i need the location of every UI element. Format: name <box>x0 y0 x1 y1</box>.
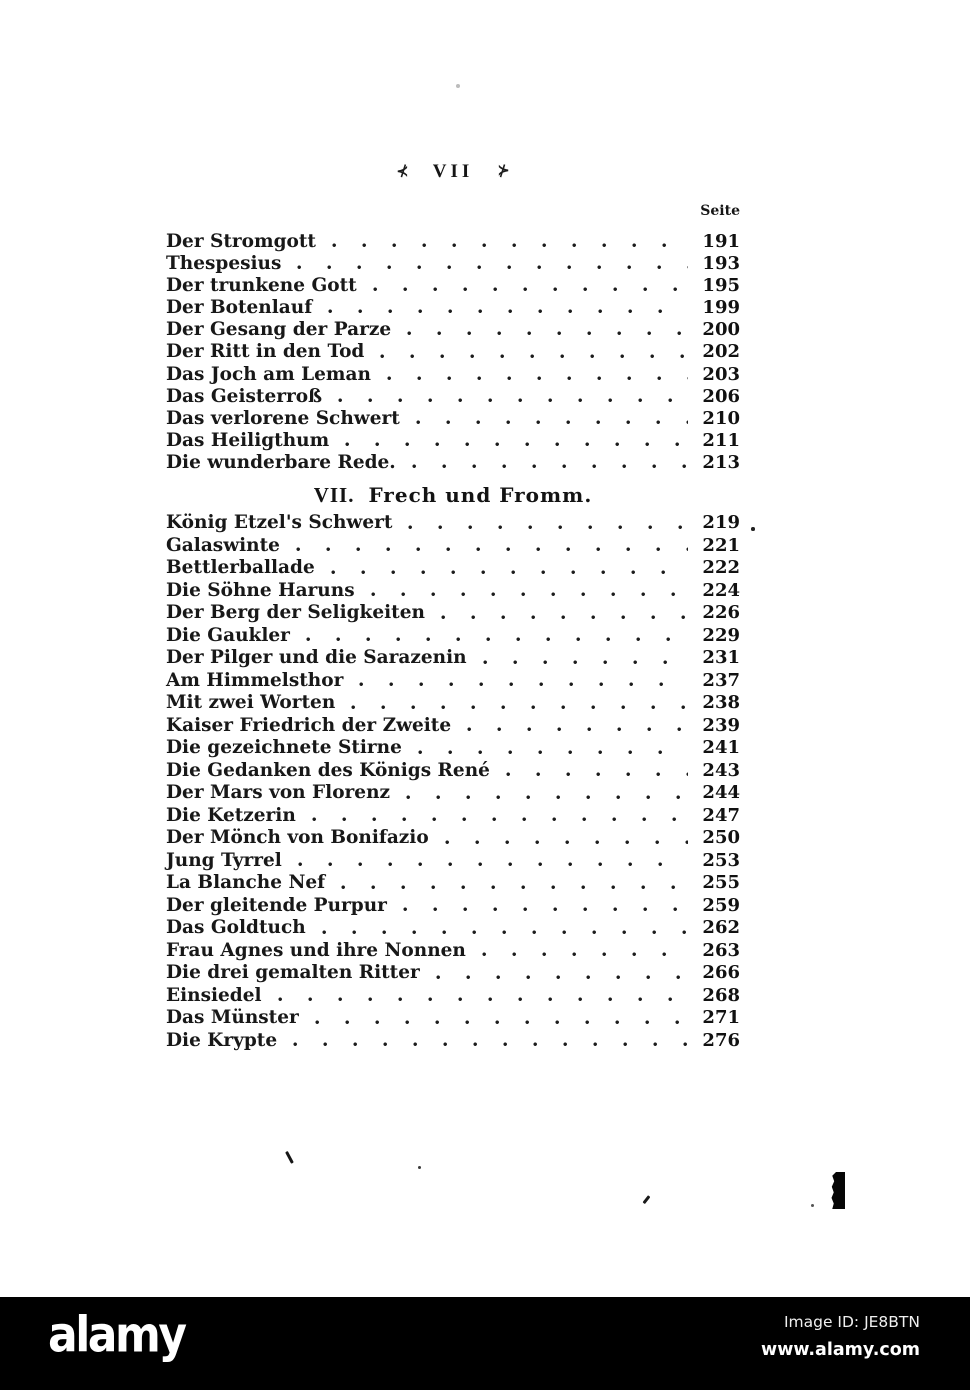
section-title: Frech und Fromm. <box>368 483 593 507</box>
toc-entry-title: Die Söhne Haruns <box>166 579 355 601</box>
dot-leader <box>380 353 688 360</box>
toc-entry-page: 191 <box>702 231 740 252</box>
toc-entry-page: 224 <box>702 579 740 601</box>
toc-entry <box>166 962 740 985</box>
toc-entry-page: 229 <box>702 624 740 646</box>
toc-entry-page: 239 <box>702 714 740 736</box>
alamy-watermark-bar <box>0 1297 970 1390</box>
image-id-label: Image ID: JE8BTN <box>783 1313 920 1331</box>
toc-entry-page: 237 <box>702 669 740 691</box>
toc-entry <box>166 985 740 1008</box>
toc-entry-title: La Blanche Nef <box>166 872 326 893</box>
dot-leader <box>407 330 688 337</box>
toc-entry-title: Die Krypte <box>166 1029 278 1051</box>
section-numeral: VII. <box>313 483 355 507</box>
toc-entry <box>166 231 740 253</box>
scan-speck <box>456 84 460 88</box>
scan-slash-mark <box>285 1151 293 1164</box>
dot-leader <box>312 816 688 823</box>
toc-entry-title: Mit zwei Worten <box>166 692 336 713</box>
toc-entry-page: 231 <box>702 647 740 668</box>
dot-leader <box>328 308 688 315</box>
dot-leader <box>278 996 688 1003</box>
dot-leader <box>338 397 688 404</box>
toc-entry-page: 226 <box>702 602 740 623</box>
toc-entry-page: 255 <box>702 872 740 893</box>
toc-entry <box>166 647 740 670</box>
toc-entry <box>166 253 740 275</box>
toc-entry-title: Der Ritt in den Tod <box>166 341 365 363</box>
toc-entry <box>166 917 740 940</box>
dot-leader <box>371 591 688 598</box>
toc-entry <box>166 275 740 297</box>
toc-entry-title: Der gleitende Purpur <box>166 894 387 916</box>
toc-entry <box>166 364 740 386</box>
dot-leader <box>416 419 688 426</box>
toc-entry-page: 276 <box>702 1029 740 1051</box>
dot-leader <box>418 749 688 756</box>
toc-entry <box>166 341 740 363</box>
toc-section-2 <box>166 512 740 1052</box>
dot-leader <box>506 771 688 778</box>
toc-entry-page: 247 <box>702 804 740 826</box>
toc-entry <box>166 692 740 715</box>
toc-entry-title: König Etzel's Schwert <box>166 512 393 533</box>
toc-entry <box>166 580 740 603</box>
toc-entry-page: 253 <box>702 849 740 871</box>
dot-leader <box>436 974 688 981</box>
toc-entry-page: 250 <box>702 827 740 848</box>
scan-speck <box>751 527 755 531</box>
page-number-roman: VII <box>432 161 474 182</box>
toc-entry-page: 211 <box>702 429 740 451</box>
running-head <box>166 161 740 183</box>
dot-leader <box>351 704 688 711</box>
toc-entry-page: 202 <box>702 341 740 363</box>
toc-entry-title: Der Stromgott <box>166 231 316 252</box>
toc-entry <box>166 1030 740 1053</box>
toc-entry-page: 206 <box>702 385 740 407</box>
toc-entry-title: Die Ketzerin <box>166 804 296 826</box>
toc-entry-title: Der Mars von Florenz <box>166 782 391 803</box>
scan-speck <box>418 1166 421 1169</box>
toc-entry-title: Die drei gemalten Ritter <box>166 962 420 983</box>
dot-leader <box>293 1041 688 1048</box>
dot-leader <box>315 1019 688 1026</box>
toc-entry <box>166 782 740 805</box>
toc-entry <box>166 386 740 408</box>
dot-leader <box>298 861 688 868</box>
scan-tick-mark <box>642 1195 650 1204</box>
toc-entry <box>166 319 740 341</box>
dot-leader <box>445 839 688 846</box>
toc-entry-title: Die gezeichnete Stirne <box>166 737 402 758</box>
toc-entry-page: 213 <box>702 451 740 473</box>
toc-entry-title: Der Gesang der Parze <box>166 319 392 341</box>
ink-blot-mark <box>830 1172 845 1209</box>
toc-entry <box>166 602 740 625</box>
toc-entry-page: 244 <box>702 782 740 803</box>
toc-entry-title: Der trunkene Gott <box>166 275 357 297</box>
toc-entry-page: 263 <box>702 939 740 961</box>
toc-entry <box>166 452 740 474</box>
toc-entry <box>166 557 740 580</box>
toc-entry-title: Kaiser Friedrich der Zweite <box>166 714 452 736</box>
toc-entry <box>166 895 740 918</box>
dot-leader <box>322 929 688 936</box>
toc-entry <box>166 737 740 760</box>
toc-entry <box>166 715 740 738</box>
toc-entry-page: 200 <box>702 319 740 341</box>
toc-entry-title: Der Berg der Seligkeiten <box>166 602 425 623</box>
toc-entry-page: 221 <box>702 534 740 556</box>
toc-entry-page: 219 <box>702 512 740 533</box>
toc-entry-page: 210 <box>702 407 740 429</box>
toc-entry-title: Das Joch am Leman <box>166 363 371 385</box>
dot-leader <box>332 242 688 249</box>
toc-entry <box>166 872 740 895</box>
toc-entry-page: 241 <box>702 737 740 758</box>
toc-entry-page: 268 <box>702 984 740 1006</box>
dot-leader <box>359 681 688 688</box>
dot-leader <box>412 463 688 470</box>
toc-entry <box>166 670 740 693</box>
toc-entry-title: Am Himmelsthor <box>166 669 344 691</box>
toc-entry-title: Thespesius <box>166 253 282 275</box>
toc-entry <box>166 297 740 319</box>
dot-leader <box>482 951 688 958</box>
toc-entry <box>166 430 740 452</box>
alamy-logo: alamy <box>48 1306 185 1364</box>
toc-entry-title: Die Gaukler <box>166 624 290 646</box>
dot-leader <box>345 441 688 448</box>
dot-leader <box>373 286 688 293</box>
toc-entry-title: Die wunderbare Rede. <box>166 451 396 473</box>
toc-entry-page: 243 <box>702 759 740 781</box>
dot-leader <box>467 726 688 733</box>
toc-entry <box>166 625 740 648</box>
dot-leader <box>341 884 688 891</box>
toc-entry-title: Das Münster <box>166 1007 299 1028</box>
toc-entry <box>166 1007 740 1030</box>
toc-entry-title: Das verlorene Schwert <box>166 407 400 429</box>
toc-entry-title: Frau Agnes und ihre Nonnen <box>166 939 466 961</box>
toc-entry <box>166 760 740 783</box>
ornament-right-icon: ⊁ <box>497 162 510 180</box>
dot-leader <box>306 636 688 643</box>
toc-entry-page: 259 <box>702 894 740 916</box>
dot-leader <box>387 375 688 382</box>
toc-entry-title: Einsiedel <box>166 984 262 1006</box>
toc-entry-page: 222 <box>702 557 740 578</box>
watermark-credits <box>761 1313 920 1360</box>
toc-entry-page: 238 <box>702 692 740 713</box>
dot-leader <box>408 524 688 531</box>
toc-entry-title: Der Pilger und die Sarazenin <box>166 647 467 668</box>
toc-entry <box>166 940 740 963</box>
section-heading <box>166 481 740 511</box>
toc-entry-page: 262 <box>702 917 740 938</box>
scan-speck <box>811 1204 814 1207</box>
toc-entry <box>166 805 740 828</box>
toc-entry-title: Galaswinte <box>166 534 280 556</box>
toc-entry-title: Das Goldtuch <box>166 917 306 938</box>
toc-entry-page: 271 <box>702 1007 740 1028</box>
toc-entry-title: Jung Tyrrel <box>166 849 282 871</box>
toc-entry-page: 266 <box>702 962 740 983</box>
toc-entry-title: Bettlerballade <box>166 557 315 578</box>
toc-entry <box>166 408 740 430</box>
toc-entry-page: 193 <box>702 253 740 275</box>
toc-entry-title: Die Gedanken des Königs René <box>166 759 490 781</box>
dot-leader <box>297 264 688 271</box>
dot-leader <box>296 546 688 553</box>
ornament-left-icon: ⊀ <box>396 162 409 180</box>
toc-section-1 <box>166 231 740 474</box>
dot-leader <box>403 906 688 913</box>
toc-entry-title: Das Geisterroß <box>166 385 323 407</box>
toc-entry-title: Der Mönch von Bonifazio <box>166 827 429 848</box>
seite-column-label: Seite <box>700 203 740 219</box>
alamy-url: www.alamy.com <box>761 1340 920 1360</box>
toc-entry <box>166 535 740 558</box>
toc-entry-title: Der Botenlauf <box>166 297 313 319</box>
toc-entry <box>166 512 740 535</box>
toc-entry <box>166 850 740 873</box>
dot-leader <box>406 794 688 801</box>
toc-entry-page: 199 <box>702 297 740 319</box>
dot-leader <box>483 659 688 666</box>
toc-entry-page: 203 <box>702 363 740 385</box>
dot-leader <box>441 614 688 621</box>
dot-leader <box>331 569 688 576</box>
toc-entry <box>166 827 740 850</box>
toc-entry-page: 195 <box>702 275 740 297</box>
toc-entry-title: Das Heiligthum <box>166 429 330 451</box>
